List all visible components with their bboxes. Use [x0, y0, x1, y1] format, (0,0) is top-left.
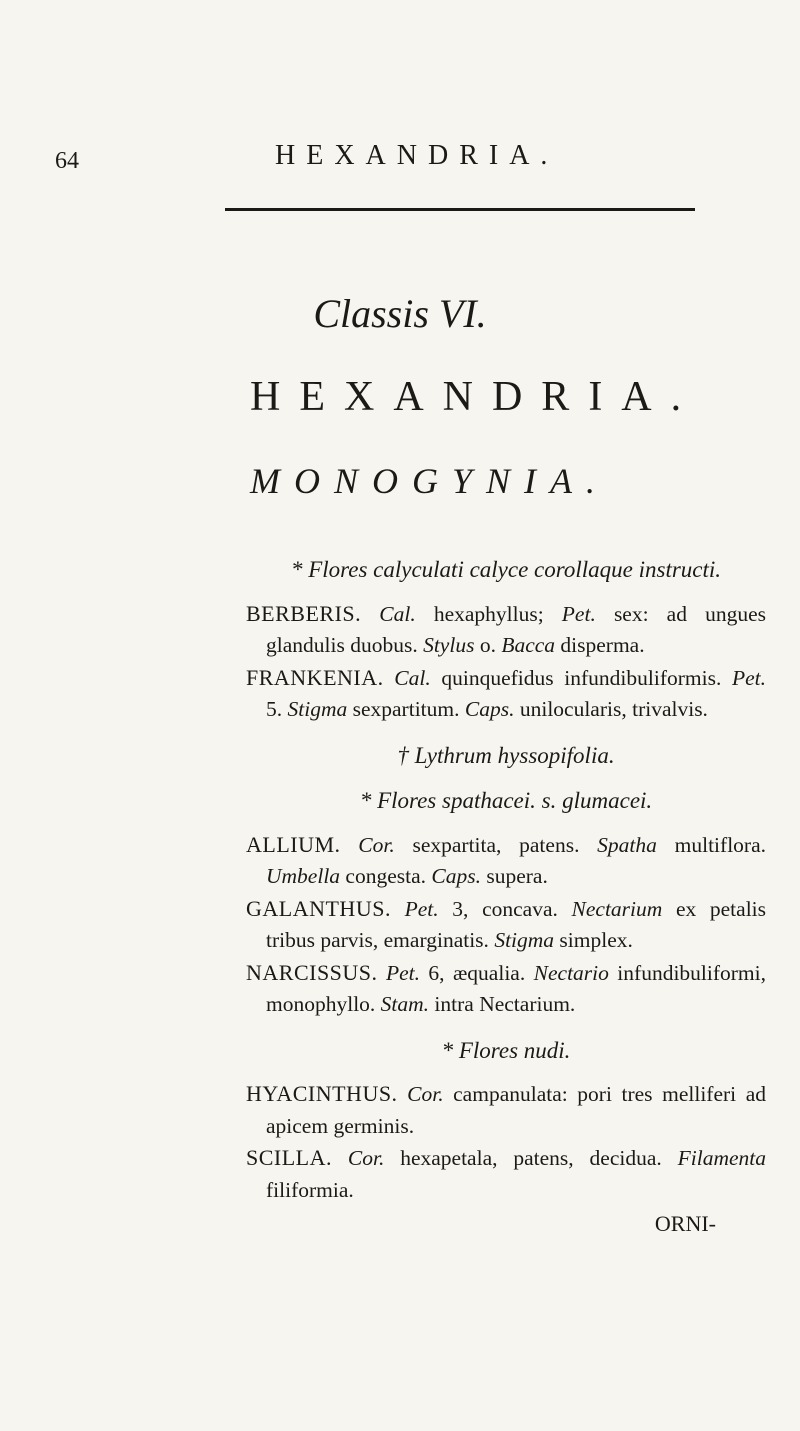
term-label: Stam. — [380, 992, 430, 1016]
genus-entry: GALANTHUS. Pet. 3, concava. Nectarium ex petalis tribus parvis, emarginatis. Stigma simplex. — [246, 895, 767, 952]
genus-name: FRANKENIA. — [246, 664, 384, 690]
header-rule — [225, 208, 695, 211]
term-label: Stigma — [287, 697, 348, 721]
class-name: HEXANDRIA. — [250, 374, 701, 420]
genus-name: GALANTHUS. — [246, 895, 391, 921]
genus-name: SCILLA. — [246, 1145, 332, 1170]
term-label: Nectarium — [571, 896, 663, 921]
term-label: Pet. — [385, 960, 420, 985]
genus-name: HYACINTHUS. — [246, 1081, 398, 1106]
term-label: Pet. — [561, 601, 596, 626]
section-heading: † Lythrum hyssopifolia. — [397, 742, 615, 768]
genus-entry: HYACINTHUS. Cor. campanulata: pori tres melliferi ad apicem germinis. — [246, 1081, 766, 1138]
term-label: Cor. — [347, 1146, 385, 1170]
order-name: MONOGYNIA. — [250, 461, 610, 501]
term-label: Cor. — [358, 832, 395, 857]
genus-entry: ALLIUM. Cor. sexpartita, patens. Spatha multiflora. Umbella congesta. Caps. supera. — [246, 831, 766, 888]
term-label: Bacca — [501, 633, 556, 657]
page-number: 64 — [55, 148, 79, 174]
genus-name: ALLIUM. — [246, 831, 341, 857]
term-label: Cor. — [407, 1082, 444, 1106]
term-label: Stigma — [494, 928, 555, 952]
term-label: Filamenta — [677, 1146, 766, 1170]
genus-name: NARCISSUS. — [246, 959, 378, 985]
genus-name: BERBERIS. — [246, 600, 362, 626]
term-label: Pet. — [731, 665, 766, 690]
running-head: HEXANDRIA. — [275, 140, 559, 171]
term-label: Cal. — [379, 601, 416, 626]
term-label: Stylus — [423, 633, 475, 657]
section-heading: * Flores calyculati calyce corollaque instructi. — [290, 557, 722, 582]
term-label: Spatha — [597, 832, 657, 857]
term-label: Caps. — [464, 697, 515, 721]
genus-entry: FRANKENIA. Cal. quinquefidus infundibuliformis. Pet. 5. Stigma sexpartitum. Caps. unilocularis, trivalvis. — [246, 664, 766, 721]
term-label: Nectario — [533, 960, 609, 985]
term-label: Cal. — [394, 665, 431, 690]
class-title: Classis VI. — [313, 291, 487, 336]
section-heading: * Flores spathacei. s. glumacei. — [359, 788, 653, 813]
term-label: Umbella — [266, 864, 341, 888]
genera-text — [246, 540, 766, 1240]
term-label: Pet. — [404, 896, 439, 921]
catchword: ORNI- — [654, 1211, 716, 1236]
section-heading: * Flores nudi. — [441, 1037, 571, 1063]
genus-entry: NARCISSUS. Pet. 6, æqualia. Nectario infundibuliformi, monophyllo. Stam. intra Nectarium. — [246, 959, 767, 1016]
genus-entry: SCILLA. Cor. hexapetala, patens, decidua. Filamenta filiformia. — [246, 1145, 766, 1202]
term-label: Caps. — [431, 864, 481, 888]
genus-entry: BERBERIS. Cal. hexaphyllus; Pet. sex: ad ungues glandulis duobus. Stylus o. Bacca disperma. — [246, 600, 766, 657]
